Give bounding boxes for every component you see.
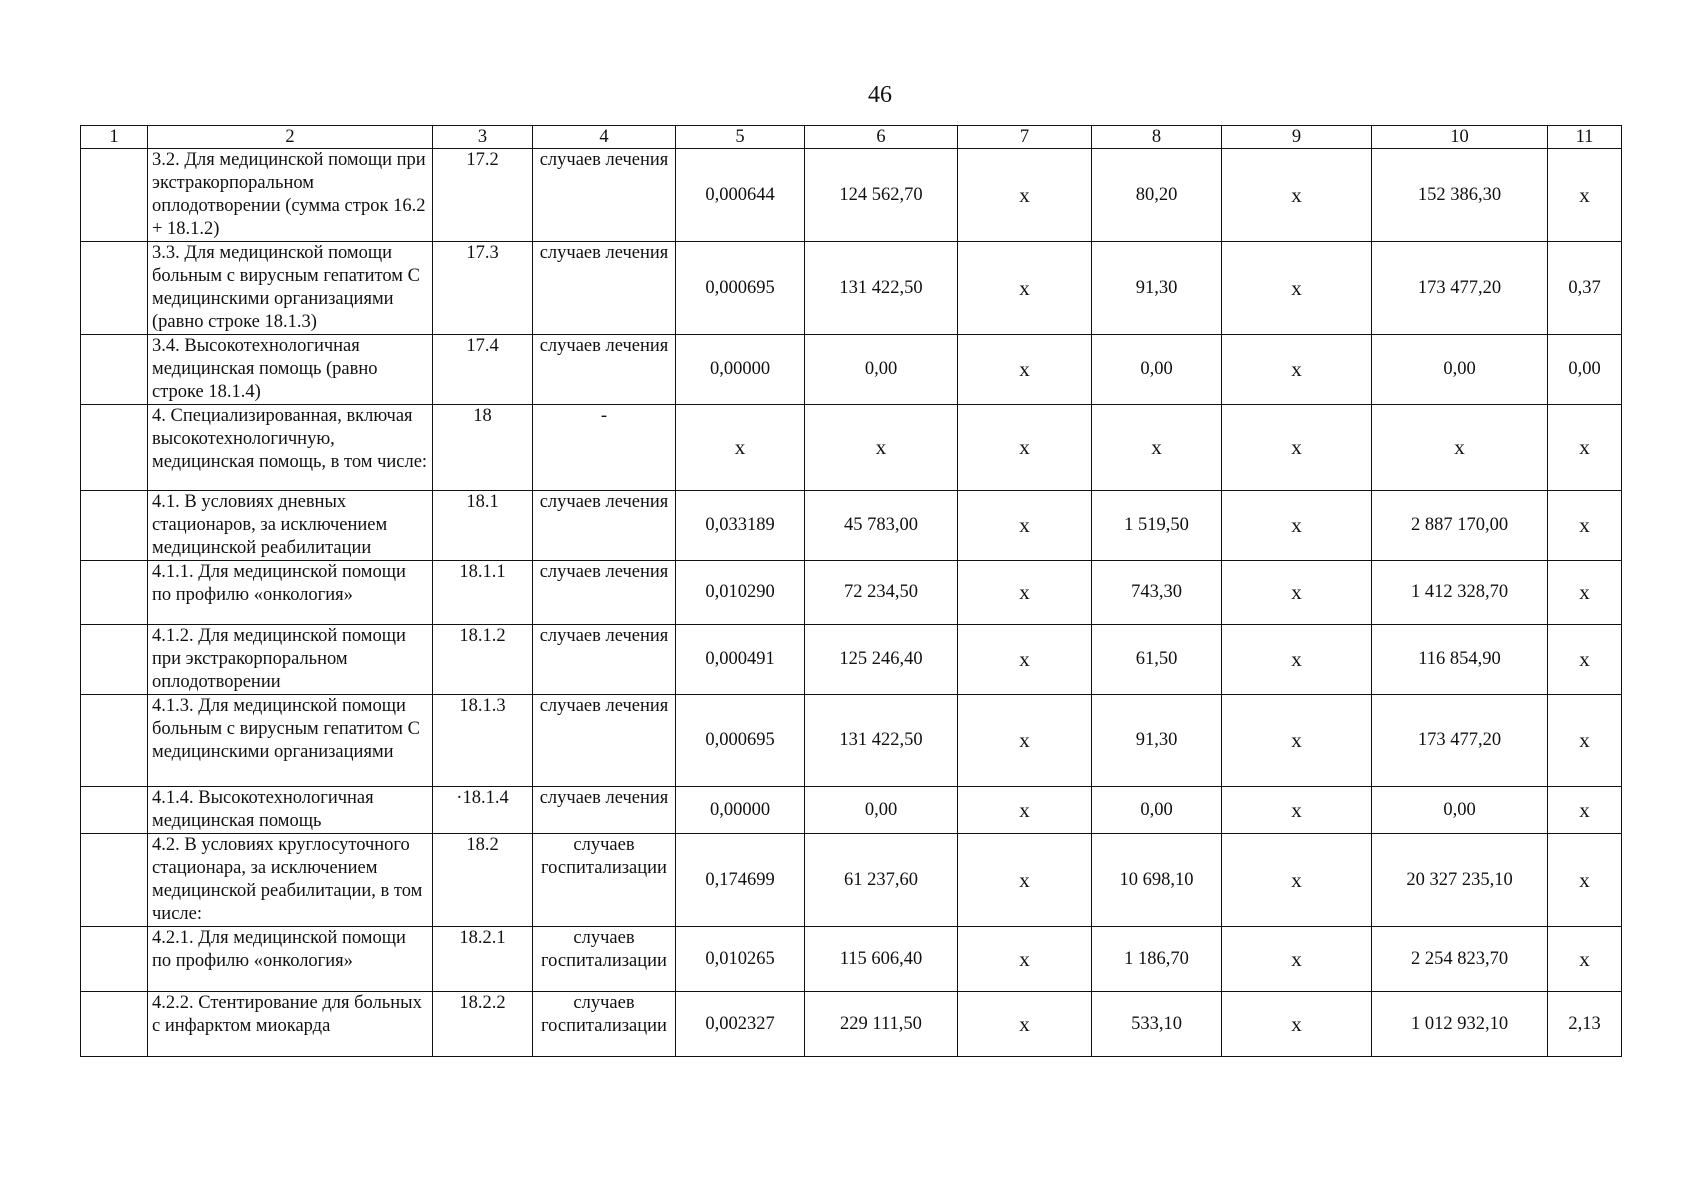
value-cell: x [676, 405, 805, 491]
value-cell: 0,00 [805, 335, 958, 405]
row-name-cell: 4.1.3. Для медицинской помощи больным с вирусным гепатитом С медицинскими организациями [148, 695, 433, 787]
value-cell: x [958, 787, 1092, 834]
row-number-cell [81, 335, 148, 405]
row-unit-cell: случаев лечения [533, 695, 676, 787]
value-cell: 1 012 932,10 [1372, 992, 1548, 1057]
value-cell: 0,033189 [676, 491, 805, 561]
row-unit-cell: случаев госпитализации [533, 834, 676, 927]
value-cell: 20 327 235,10 [1372, 834, 1548, 927]
value-cell: 61 237,60 [805, 834, 958, 927]
value-cell: x [1222, 992, 1372, 1057]
value-cell: x [1548, 787, 1622, 834]
value-cell: 10 698,10 [1092, 834, 1222, 927]
row-name-cell: 3.3. Для медицинской помощи больным с вирусным гепатитом С медицинскими организациями (равно строке 18.1.3) [148, 242, 433, 335]
table-row [81, 992, 1622, 1057]
row-unit-cell: - [533, 405, 676, 491]
row-code-cell: 17.3 [433, 242, 533, 335]
value-cell: x [958, 242, 1092, 335]
column-header: 6 [805, 126, 958, 149]
table-row [81, 491, 1622, 561]
value-cell: x [1222, 927, 1372, 992]
table-row [81, 625, 1622, 695]
value-cell: 0,00 [1092, 787, 1222, 834]
column-header: 7 [958, 126, 1092, 149]
row-code-cell: 18.1.2 [433, 625, 533, 695]
table-row [81, 405, 1622, 491]
value-cell: x [1222, 695, 1372, 787]
value-cell: 0,00 [1372, 787, 1548, 834]
value-cell: x [1222, 625, 1372, 695]
row-code-cell: 18 [433, 405, 533, 491]
row-code-cell: 18.2 [433, 834, 533, 927]
value-cell: x [958, 695, 1092, 787]
row-number-cell [81, 149, 148, 242]
value-cell: 91,30 [1092, 242, 1222, 335]
value-cell: 2,13 [1548, 992, 1622, 1057]
value-cell: 0,00000 [676, 335, 805, 405]
value-cell: 0,010290 [676, 561, 805, 625]
value-cell: 0,000491 [676, 625, 805, 695]
row-unit-cell: случаев лечения [533, 787, 676, 834]
value-cell: x [1092, 405, 1222, 491]
value-cell: x [1222, 335, 1372, 405]
row-unit-cell: случаев госпитализации [533, 992, 676, 1057]
value-cell: x [805, 405, 958, 491]
row-number-cell [81, 561, 148, 625]
value-cell: 743,30 [1092, 561, 1222, 625]
table-row [81, 561, 1622, 625]
row-number-cell [81, 834, 148, 927]
value-cell: x [1222, 491, 1372, 561]
row-code-cell: 18.1 [433, 491, 533, 561]
row-unit-cell: случаев лечения [533, 242, 676, 335]
value-cell: 72 234,50 [805, 561, 958, 625]
row-code-cell: ·18.1.4 [433, 787, 533, 834]
table-row [81, 242, 1622, 335]
value-cell: 0,000695 [676, 242, 805, 335]
value-cell: 1 412 328,70 [1372, 561, 1548, 625]
column-header: 11 [1548, 126, 1622, 149]
row-code-cell: 18.1.1 [433, 561, 533, 625]
value-cell: x [1372, 405, 1548, 491]
value-cell: 0,002327 [676, 992, 805, 1057]
table-body [81, 149, 1622, 1057]
row-unit-cell: случаев лечения [533, 625, 676, 695]
value-cell: x [1548, 927, 1622, 992]
row-number-cell [81, 927, 148, 992]
row-unit-cell: случаев госпитализации [533, 927, 676, 992]
value-cell: 0,000644 [676, 149, 805, 242]
row-name-cell: 3.4. Высокотехнологичная медицинская помощь (равно строке 18.1.4) [148, 335, 433, 405]
row-name-cell: 4. Специализированная, включая высокотехнологичную, медицинская помощь, в том числе: [148, 405, 433, 491]
value-cell: x [1222, 149, 1372, 242]
row-code-cell: 18.1.3 [433, 695, 533, 787]
value-cell: x [1222, 561, 1372, 625]
value-cell: x [1222, 834, 1372, 927]
row-name-cell: 4.2.1. Для медицинской помощи по профилю «онкология» [148, 927, 433, 992]
value-cell: 0,010265 [676, 927, 805, 992]
value-cell: 115 606,40 [805, 927, 958, 992]
table-row [81, 927, 1622, 992]
value-cell: x [1548, 625, 1622, 695]
value-cell: x [958, 834, 1092, 927]
row-name-cell: 4.1.2. Для медицинской помощи при экстракорпоральном оплодотворении [148, 625, 433, 695]
value-cell: x [958, 561, 1092, 625]
row-code-cell: 18.2.2 [433, 992, 533, 1057]
value-cell: 0,174699 [676, 834, 805, 927]
column-header: 2 [148, 126, 433, 149]
row-code-cell: 17.4 [433, 335, 533, 405]
row-name-cell: 3.2. Для медицинской помощи при экстракорпоральном оплодотворении (сумма строк 16.2 + 18.1.2) [148, 149, 433, 242]
value-cell: 152 386,30 [1372, 149, 1548, 242]
row-number-cell [81, 695, 148, 787]
value-cell: x [1548, 834, 1622, 927]
table-row [81, 149, 1622, 242]
value-cell: 0,00 [1092, 335, 1222, 405]
row-number-cell [81, 625, 148, 695]
value-cell: x [1548, 149, 1622, 242]
value-cell: 91,30 [1092, 695, 1222, 787]
row-name-cell: 4.1.4. Высокотехнологичная медицинская помощь [148, 787, 433, 834]
data-table [80, 125, 1622, 1057]
value-cell: x [1548, 561, 1622, 625]
value-cell: 1 519,50 [1092, 491, 1222, 561]
row-code-cell: 17.2 [433, 149, 533, 242]
page-number: 46 [868, 82, 892, 108]
column-header: 4 [533, 126, 676, 149]
value-cell: 173 477,20 [1372, 242, 1548, 335]
value-cell: x [958, 335, 1092, 405]
table-row [81, 834, 1622, 927]
table-row [81, 695, 1622, 787]
value-cell: 125 246,40 [805, 625, 958, 695]
row-name-cell: 4.1. В условиях дневных стационаров, за исключением медицинской реабилитации [148, 491, 433, 561]
value-cell: x [958, 625, 1092, 695]
row-name-cell: 4.2.2. Стентирование для больных с инфарктом миокарда [148, 992, 433, 1057]
value-cell: 1 186,70 [1092, 927, 1222, 992]
value-cell: 131 422,50 [805, 242, 958, 335]
value-cell: 124 562,70 [805, 149, 958, 242]
value-cell: x [1548, 405, 1622, 491]
value-cell: x [958, 992, 1092, 1057]
value-cell: x [958, 927, 1092, 992]
value-cell: 0,37 [1548, 242, 1622, 335]
value-cell: x [958, 405, 1092, 491]
value-cell: x [1222, 242, 1372, 335]
row-number-cell [81, 405, 148, 491]
value-cell: 0,00 [805, 787, 958, 834]
row-number-cell [81, 242, 148, 335]
row-unit-cell: случаев лечения [533, 335, 676, 405]
column-header: 9 [1222, 126, 1372, 149]
value-cell: 229 111,50 [805, 992, 958, 1057]
row-unit-cell: случаев лечения [533, 561, 676, 625]
value-cell: x [1548, 695, 1622, 787]
value-cell: 0,000695 [676, 695, 805, 787]
row-unit-cell: случаев лечения [533, 491, 676, 561]
row-code-cell: 18.2.1 [433, 927, 533, 992]
row-number-cell [81, 491, 148, 561]
value-cell: 0,00 [1548, 335, 1622, 405]
value-cell: x [1222, 787, 1372, 834]
column-header: 3 [433, 126, 533, 149]
table-row [81, 335, 1622, 405]
header-row [81, 126, 1622, 149]
row-number-cell [81, 787, 148, 834]
column-header: 5 [676, 126, 805, 149]
column-header: 10 [1372, 126, 1548, 149]
value-cell: 0,00000 [676, 787, 805, 834]
value-cell: x [1222, 405, 1372, 491]
value-cell: 45 783,00 [805, 491, 958, 561]
value-cell: 2 887 170,00 [1372, 491, 1548, 561]
value-cell: 116 854,90 [1372, 625, 1548, 695]
value-cell: x [1548, 491, 1622, 561]
row-name-cell: 4.1.1. Для медицинской помощи по профилю «онкология» [148, 561, 433, 625]
row-unit-cell: случаев лечения [533, 149, 676, 242]
value-cell: 61,50 [1092, 625, 1222, 695]
value-cell: x [958, 149, 1092, 242]
column-header: 8 [1092, 126, 1222, 149]
value-cell: 2 254 823,70 [1372, 927, 1548, 992]
row-name-cell: 4.2. В условиях круглосуточного стационара, за исключением медицинской реабилитации, в том числе: [148, 834, 433, 927]
value-cell: 0,00 [1372, 335, 1548, 405]
column-header: 1 [81, 126, 148, 149]
value-cell: 533,10 [1092, 992, 1222, 1057]
value-cell: 131 422,50 [805, 695, 958, 787]
row-number-cell [81, 992, 148, 1057]
table-row [81, 787, 1622, 834]
value-cell: 173 477,20 [1372, 695, 1548, 787]
value-cell: 80,20 [1092, 149, 1222, 242]
value-cell: x [958, 491, 1092, 561]
